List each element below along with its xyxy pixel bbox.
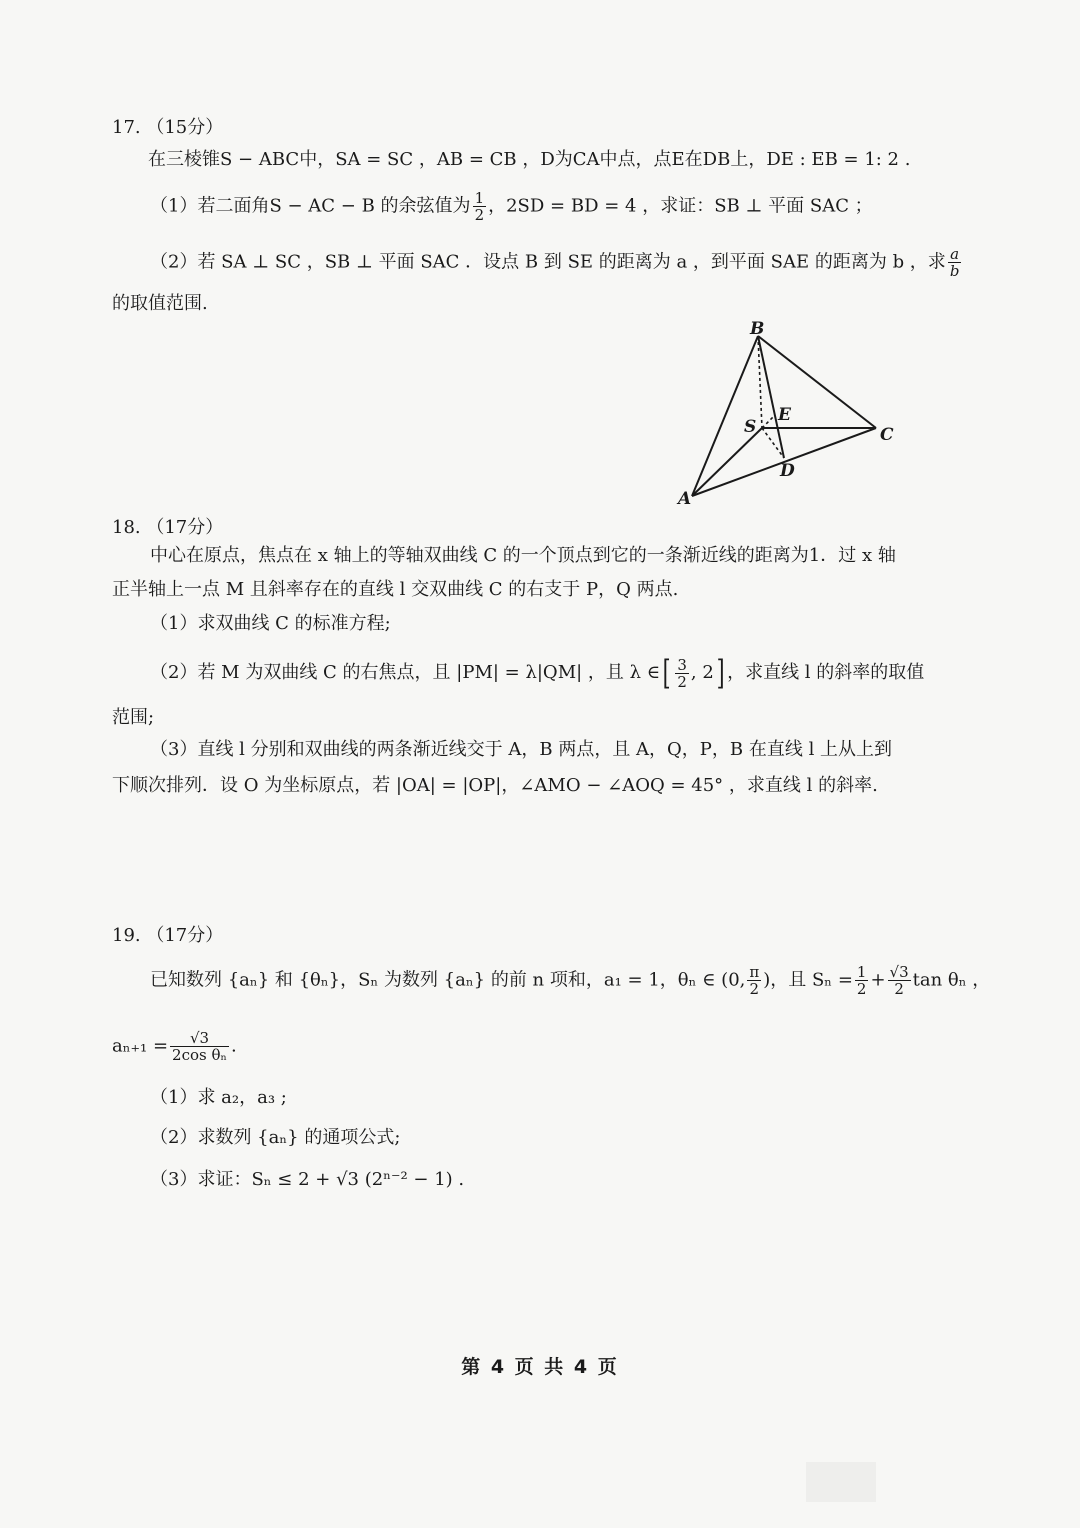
q19-recurrence — [112, 1030, 237, 1063]
q18-stem-line1: 中心在原点，焦点在 x 轴上的等轴双曲线 C 的一个顶点到它的一条渐近线的距离为1．过 x 轴 — [150, 545, 896, 566]
q17-header: 17. （15分） — [112, 117, 224, 138]
q19-part3: （3）求证：Sₙ ≤ 2 + √3 (2ⁿ⁻² − 1) . — [150, 1169, 465, 1190]
q17-part2-continuation: 的取值范围. — [112, 293, 208, 314]
q18-part3-line1: （3）直线 l 分别和双曲线的两条渐近线交于 A，B 两点，且 A，Q，P，B 在直线 l 上从上到 — [150, 739, 893, 760]
recurrence-lhs: aₙ₊₁ = — [112, 1035, 169, 1057]
q17-stem: 在三棱锥S − ABC中，SA = SC ，AB = CB ，D为CA中点，点E在DB上，DE : EB = 1: 2 . — [148, 149, 911, 170]
q18-header: 18. （17分） — [112, 517, 224, 538]
fraction-numerator: √3 — [170, 1030, 229, 1047]
one-half-fraction — [855, 964, 869, 997]
fraction-denominator: b — [949, 262, 960, 280]
fraction-numerator: √3 — [889, 963, 909, 981]
q17-part2-text-a: （2）若 SA ⊥ SC ，SB ⊥ 平面 SAC ．设点 B 到 SE 的距离为 a ，到平面 SAE 的距离为 b ，求 — [150, 251, 946, 273]
page-footer: 第 4 页 共 4 页 — [461, 1356, 619, 1378]
vertex-label-A: A — [678, 489, 692, 509]
q19-stem-text-a: 已知数列 {aₙ} 和 {θₙ}，Sₙ 为数列 {aₙ} 的前 n 项和，a₁ = 1，θₙ ∈ (0, — [150, 969, 746, 991]
q19-stem — [150, 964, 990, 997]
q18-part2-text-a: （2）若 M 为双曲线 C 的右焦点，且 |PM| = λ|QM| ，且 λ ∈ — [150, 662, 661, 683]
segment-SE — [762, 416, 774, 428]
fraction-numerator: 1 — [474, 189, 485, 207]
q18-part2-interval-end: , 2 — [690, 662, 714, 683]
q18-part2-continuation: 范围; — [112, 707, 155, 728]
edge-BC — [758, 336, 876, 428]
q18-stem-line2: 正半轴上一点 M 且斜率存在的直线 l 交双曲线 C 的右支于 P，Q 两点. — [112, 579, 679, 600]
q18-part3-line2: 下顺次排列．设 O 为坐标原点，若 |OA| = |OP|，∠AMO − ∠AOQ = 45° ，求直线 l 的斜率. — [112, 775, 878, 796]
q19-stem-text-c: tan θₙ ， — [912, 969, 991, 991]
q19-stem-text-b: )，且 Sₙ = — [763, 969, 853, 991]
pi-over-2-fraction — [747, 964, 761, 997]
left-bracket: [ — [662, 653, 671, 693]
q18-part2-fraction — [675, 657, 689, 690]
q18-part1: （1）求双曲线 C 的标准方程; — [150, 613, 391, 634]
q19-part1: （1）求 a₂，a₃ ; — [150, 1087, 287, 1108]
fraction-denominator: 2cos θₙ — [172, 1046, 228, 1064]
corner-watermark — [806, 1462, 876, 1502]
vertex-label-C: C — [880, 425, 894, 445]
fraction-numerator: 1 — [856, 963, 867, 981]
right-bracket: ] — [716, 653, 725, 693]
point-label-E: E — [778, 405, 791, 425]
fraction-denominator: 2 — [749, 980, 760, 998]
fraction-numerator: 3 — [677, 655, 687, 674]
point-label-D: D — [780, 461, 795, 481]
q19-header: 19. （17分） — [112, 925, 224, 946]
q17-part2 — [150, 246, 963, 279]
fraction-denominator: 2 — [474, 206, 485, 224]
fraction-numerator: a — [948, 246, 962, 263]
fraction-numerator: π — [749, 963, 760, 981]
q17-part1-fraction — [473, 190, 487, 223]
q17-part1 — [150, 190, 873, 223]
sqrt3-over-2-fraction — [888, 964, 911, 997]
vertex-label-S: S — [744, 417, 757, 437]
edge-AS — [692, 428, 762, 496]
fraction-denominator: 2 — [894, 980, 904, 998]
recurrence-end: . — [231, 1035, 237, 1057]
q18-part2-text-b: ，求直线 l 的斜率的取值 — [727, 662, 925, 683]
q17-part1-text-a: （1）若二面角S − AC − B 的余弦值为 — [150, 195, 471, 217]
vertex-label-B: B — [750, 319, 765, 339]
fraction-denominator: 2 — [856, 980, 867, 998]
q18-part2 — [150, 653, 925, 693]
plus-sign: + — [870, 969, 886, 991]
q19-part2: （2）求数列 {aₙ} 的通项公式; — [150, 1127, 401, 1148]
tetrahedron-figure — [670, 316, 910, 512]
edge-BA — [692, 336, 758, 496]
recurrence-fraction — [170, 1030, 229, 1063]
q17-part1-text-b: ，2SD = BD = 4 ，求证：SB ⊥ 平面 SAC ； — [488, 195, 873, 217]
fraction-denominator: 2 — [677, 672, 687, 691]
q17-part2-fraction — [948, 246, 962, 279]
